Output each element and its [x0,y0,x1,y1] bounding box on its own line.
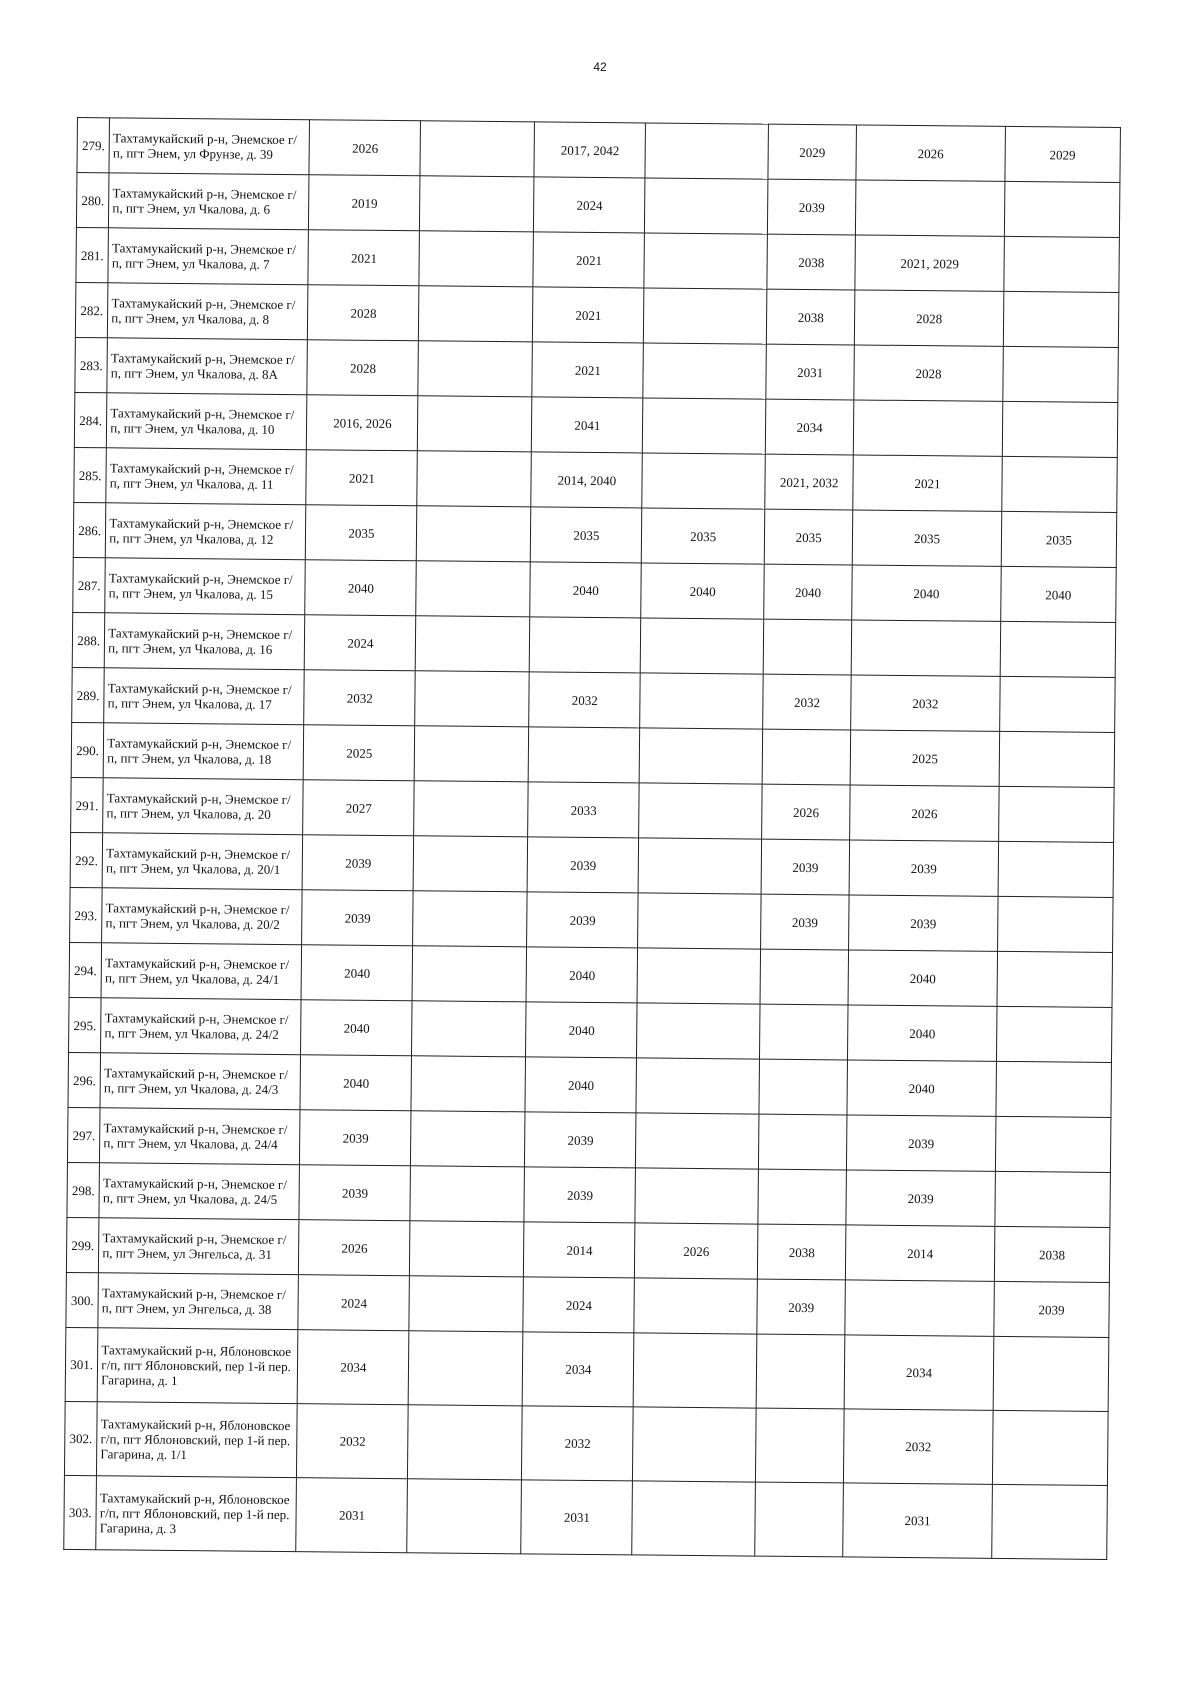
value-cell-7 [993,1336,1109,1411]
document-sheet [63,117,1121,1560]
value-cell-2 [409,1276,524,1332]
table-row [65,1327,1109,1411]
row-number: 294. [69,942,102,997]
value-cell-3: 2039 [524,1167,635,1223]
row-number: 302. [64,1401,97,1475]
value-cell-4 [642,453,765,509]
value-cell-7 [1003,291,1119,347]
value-cell-5: 2035 [764,509,853,565]
value-cell-7 [996,1061,1112,1117]
value-cell-5 [758,1169,847,1225]
value-cell-2 [415,671,530,727]
value-cell-6: 2039 [847,1115,996,1171]
value-cell-6: 2025 [850,730,999,786]
value-cell-6: 2040 [852,565,1001,621]
row-number: 299. [66,1217,99,1272]
table-row [75,337,1118,402]
address-cell: Тахтамукайский р-н, Энемское г/п, пгт Энем, ул Чкалова, д. 20 [103,778,304,835]
value-cell-6: 2034 [844,1335,993,1410]
address-cell: Тахтамукайский р-н, Яблоновское г/п, пгт Яблоновский, пер 1-й пер. Гагарина, д. 3 [96,1476,297,1552]
value-cell-7: 2029 [1005,126,1121,182]
value-cell-7 [999,731,1115,787]
value-cell-3: 2032 [529,672,640,728]
value-cell-4 [643,398,766,454]
value-cell-7 [1002,456,1118,512]
value-cell-3: 2014, 2040 [531,452,642,508]
value-cell-7 [991,1484,1107,1559]
value-cell-3: 2033 [528,782,639,838]
value-cell-6: 2032 [844,1409,993,1484]
address-cell: Тахтамукайский р-н, Энемское г/п, пгт Энем, ул Чкалова, д. 24/1 [101,943,302,1000]
value-cell-4 [645,178,768,234]
value-cell-6: 2028 [854,345,1003,401]
value-cell-6: 2039 [846,1170,995,1226]
address-cell: Тахтамукайский р-н, Энемское г/п, пгт Энем, ул Фрунзе, д. 39 [109,118,310,175]
value-cell-3: 2040 [526,1002,637,1058]
value-cell-1: 2028 [307,340,418,396]
value-cell-4: 2026 [635,1223,758,1279]
address-cell: Тахтамукайский р-н, Энемское г/п, пгт Энем, ул Чкалова, д. 24/3 [100,1053,301,1110]
value-cell-1: 2032 [297,1404,409,1479]
value-cell-6: 2039 [849,840,998,896]
value-cell-2 [416,616,531,672]
value-cell-2 [414,781,529,837]
address-cell: Тахтамукайский р-н, Яблоновское г/п, пгт Яблоновский, пер 1-й пер. Гагарина, д. 1/1 [97,1402,298,1478]
value-cell-1: 2039 [299,1165,410,1221]
value-cell-5: 2038 [757,1224,846,1280]
value-cell-1: 2028 [308,285,419,341]
table-row [67,1107,1110,1172]
value-cell-3: 2039 [528,837,639,893]
value-cell-1: 2024 [305,615,416,671]
value-cell-5 [755,1482,844,1557]
value-cell-7 [997,896,1113,952]
value-cell-4 [633,1333,756,1408]
value-cell-3: 2021 [532,342,643,398]
value-cell-3: 2032 [522,1406,634,1481]
row-number: 289. [72,667,105,722]
row-number: 300. [66,1272,99,1327]
value-cell-5: 2038 [766,289,855,345]
address-cell: Тахтамукайский р-н, Энемское г/п, пгт Энем, ул Чкалова, д. 17 [104,668,305,725]
value-cell-7 [998,786,1114,842]
value-cell-5 [760,949,849,1005]
value-cell-3: 2040 [530,562,641,618]
table-row [70,887,1113,952]
value-cell-4 [639,783,762,839]
value-cell-7 [997,951,1113,1007]
value-cell-2 [419,286,534,342]
value-cell-4 [637,1003,760,1059]
value-cell-7: 2039 [994,1281,1110,1337]
value-cell-4 [645,123,768,179]
value-cell-2 [419,231,534,287]
value-cell-2 [407,1479,522,1554]
value-cell-1: 2031 [296,1478,408,1553]
row-number: 293. [70,887,103,942]
value-cell-7 [1003,346,1119,402]
value-cell-7 [992,1410,1108,1485]
table-row [74,447,1117,512]
value-cell-1: 2021 [306,450,417,506]
value-cell-3: 2017, 2042 [534,122,645,178]
value-cell-4 [634,1278,757,1334]
address-cell: Тахтамукайский р-н, Энемское г/п, пгт Энем, ул Чкалова, д. 11 [106,448,307,505]
address-cell: Тахтамукайский р-н, Энемское г/п, пгт Энем, ул Энгельса, д. 31 [99,1218,300,1275]
address-cell: Тахтамукайский р-н, Энемское г/п, пгт Энем, ул Чкалова, д. 15 [105,558,306,615]
value-cell-4 [638,838,761,894]
value-cell-3: 2039 [527,892,638,948]
value-cell-7 [1004,236,1120,292]
value-cell-2 [410,1166,525,1222]
table-row [73,502,1116,567]
value-cell-3: 2021 [533,232,644,288]
value-cell-2 [416,561,531,617]
value-cell-5: 2039 [761,894,850,950]
value-cell-7 [996,1006,1112,1062]
value-cell-1: 2040 [301,1000,412,1056]
table-row [69,997,1112,1062]
value-cell-5 [756,1334,845,1409]
value-cell-7 [998,841,1114,897]
table-row [76,173,1119,238]
table-row [71,722,1114,787]
value-cell-2 [412,1001,527,1057]
value-cell-5: 2031 [766,344,855,400]
address-cell: Тахтамукайский р-н, Энемское г/п, пгт Энем, ул Чкалова, д. 20/1 [102,833,303,890]
value-cell-6: 2026 [850,785,999,841]
value-cell-7 [1002,401,1118,457]
value-cell-6 [856,180,1005,236]
schedule-table [63,117,1121,1560]
row-number: 303. [64,1475,97,1549]
row-number: 301. [65,1327,98,1401]
value-cell-1: 2035 [306,505,417,561]
value-cell-2 [411,1111,526,1167]
address-cell: Тахтамукайский р-н, Энемское г/п, пгт Энем, ул Чкалова, д. 24/4 [100,1108,301,1165]
address-cell: Тахтамукайский р-н, Энемское г/п, пгт Энем, ул Энгельса, д. 38 [98,1273,299,1330]
value-cell-4 [643,343,766,399]
value-cell-1: 2026 [299,1220,410,1276]
table-row [64,1401,1108,1485]
value-cell-2 [412,946,527,1002]
value-cell-4 [635,1168,758,1224]
value-cell-1: 2019 [309,175,420,231]
table-row [67,1162,1110,1227]
value-cell-5: 2032 [763,674,852,730]
value-cell-5: 2039 [767,179,856,235]
value-cell-2 [414,726,529,782]
value-cell-3 [529,727,640,783]
table-row [64,1475,1108,1559]
value-cell-4 [639,728,762,784]
value-cell-4 [636,1058,759,1114]
value-cell-3: 2031 [521,1480,633,1555]
value-cell-1: 2026 [309,120,420,176]
row-number: 285. [74,447,107,502]
value-cell-4 [633,1407,756,1482]
value-cell-6: 2039 [849,895,998,951]
value-cell-3 [530,617,641,673]
table-row [77,118,1120,183]
value-cell-6: 2032 [851,675,1000,731]
value-cell-3: 2035 [531,507,642,563]
value-cell-1: 2039 [303,835,414,891]
value-cell-1: 2016, 2026 [307,395,418,451]
value-cell-5: 2039 [761,839,850,895]
value-cell-5 [763,619,852,675]
table-row [66,1217,1109,1282]
page-number: 42 [593,60,607,74]
value-cell-1: 2034 [298,1330,410,1405]
value-cell-6: 2035 [852,510,1001,566]
value-cell-5 [759,1004,848,1060]
value-cell-4 [640,618,763,674]
table-row [75,282,1118,347]
value-cell-3: 2024 [523,1277,634,1333]
value-cell-3: 2039 [525,1112,636,1168]
value-cell-6: 2031 [843,1483,992,1558]
value-cell-6 [854,400,1003,456]
value-cell-5: 2021, 2032 [765,454,854,510]
value-cell-1: 2040 [300,1055,411,1111]
value-cell-7: 2035 [1001,511,1117,567]
value-cell-4 [644,288,767,344]
value-cell-1: 2027 [303,780,414,836]
value-cell-5 [762,729,851,785]
value-cell-4 [644,233,767,289]
row-number: 291. [71,777,104,832]
value-cell-7: 2038 [994,1226,1110,1282]
value-cell-2 [413,836,528,892]
value-cell-5: 2039 [757,1279,846,1335]
value-cell-4: 2040 [641,563,764,619]
table-row [73,557,1116,622]
value-cell-6: 2040 [848,1005,997,1061]
value-cell-7 [999,676,1115,732]
address-cell: Тахтамукайский р-н, Энемское г/п, пгт Энем, ул Чкалова, д. 6 [109,173,310,230]
value-cell-5: 2034 [765,399,854,455]
value-cell-7 [1004,181,1120,237]
value-cell-6: 2026 [856,125,1005,181]
value-cell-3: 2040 [525,1057,636,1113]
value-cell-2 [410,1221,525,1277]
value-cell-5: 2029 [768,124,857,180]
row-number: 279. [77,118,110,173]
value-cell-5: 2038 [767,234,856,290]
table-row [76,227,1119,292]
value-cell-2 [420,121,535,177]
address-cell: Тахтамукайский р-н, Энемское г/п, пгт Энем, ул Чкалова, д. 16 [104,613,305,670]
value-cell-7 [1000,621,1116,677]
value-cell-4 [636,1113,759,1169]
value-cell-2 [417,506,532,562]
value-cell-2 [408,1331,523,1406]
value-cell-5 [755,1408,844,1483]
value-cell-7: 2040 [1000,566,1116,622]
row-number: 288. [72,612,105,667]
row-number: 298. [67,1162,100,1217]
row-number: 281. [76,227,109,282]
address-cell: Тахтамукайский р-н, Энемское г/п, пгт Энем, ул Чкалова, д. 20/2 [102,888,303,945]
value-cell-6: 2040 [848,950,997,1006]
row-number: 283. [75,337,108,392]
address-cell: Тахтамукайский р-н, Энемское г/п, пгт Энем, ул Чкалова, д. 12 [106,503,307,560]
row-number: 282. [75,282,108,337]
value-cell-5: 2026 [762,784,851,840]
row-number: 280. [76,173,109,228]
value-cell-5: 2040 [764,564,853,620]
value-cell-2 [420,176,535,232]
value-cell-3: 2024 [534,177,645,233]
value-cell-4 [637,948,760,1004]
value-cell-4 [638,893,761,949]
value-cell-6: 2021, 2029 [855,235,1004,291]
value-cell-2 [417,451,532,507]
value-cell-4: 2035 [642,508,765,564]
row-number: 286. [73,502,106,557]
table-row [71,777,1114,842]
value-cell-6: 2040 [847,1060,996,1116]
value-cell-3: 2014 [524,1222,635,1278]
address-cell: Тахтамукайский р-н, Энемское г/п, пгт Энем, ул Чкалова, д. 7 [108,228,309,285]
value-cell-1: 2032 [304,670,415,726]
value-cell-7 [995,1116,1111,1172]
address-cell: Тахтамукайский р-н, Энемское г/п, пгт Энем, ул Чкалова, д. 24/5 [99,1163,300,1220]
table-row [70,832,1113,897]
value-cell-7 [995,1171,1111,1227]
row-number: 297. [67,1107,100,1162]
address-cell: Тахтамукайский р-н, Энемское г/п, пгт Энем, ул Чкалова, д. 8А [107,338,308,395]
address-cell: Тахтамукайский р-н, Энемское г/п, пгт Энем, ул Чкалова, д. 18 [103,723,304,780]
value-cell-2 [418,396,533,452]
table-row [68,1052,1111,1117]
value-cell-3: 2040 [526,947,637,1003]
value-cell-1: 2021 [308,230,419,286]
value-cell-1: 2040 [305,560,416,616]
value-cell-2 [413,891,528,947]
value-cell-3: 2021 [533,287,644,343]
table-row [72,612,1115,677]
address-cell: Тахтамукайский р-н, Энемское г/п, пгт Энем, ул Чкалова, д. 10 [107,393,308,450]
row-number: 284. [74,392,107,447]
address-cell: Тахтамукайский р-н, Энемское г/п, пгт Энем, ул Чкалова, д. 8 [108,283,309,340]
value-cell-1: 2039 [302,890,413,946]
row-number: 296. [68,1052,101,1107]
value-cell-2 [411,1056,526,1112]
value-cell-6: 2014 [846,1225,995,1281]
value-cell-1: 2025 [304,725,415,781]
value-cell-2 [418,341,533,397]
table-body [64,118,1121,1560]
table-row [72,667,1115,732]
value-cell-5 [758,1114,847,1170]
value-cell-6 [845,1280,994,1336]
value-cell-6: 2028 [855,290,1004,346]
table-row [66,1272,1109,1337]
address-cell: Тахтамукайский р-н, Энемское г/п, пгт Энем, ул Чкалова, д. 24/2 [101,998,302,1055]
value-cell-2 [408,1405,523,1480]
value-cell-1: 2039 [300,1110,411,1166]
value-cell-3: 2034 [523,1332,635,1407]
value-cell-4 [640,673,763,729]
table-row [74,392,1117,457]
row-number: 295. [69,997,102,1052]
value-cell-6 [851,620,1000,676]
value-cell-1: 2040 [302,945,413,1001]
value-cell-5 [759,1059,848,1115]
row-number: 287. [73,557,106,612]
value-cell-6: 2021 [853,455,1002,511]
value-cell-4 [632,1481,755,1556]
value-cell-1: 2024 [298,1275,409,1331]
value-cell-3: 2041 [532,397,643,453]
row-number: 292. [70,832,103,887]
row-number: 290. [71,722,104,777]
table-row [69,942,1112,1007]
address-cell: Тахтамукайский р-н, Яблоновское г/п, пгт Яблоновский, пер 1-й пер. Гагарина, д. 1 [97,1328,298,1404]
